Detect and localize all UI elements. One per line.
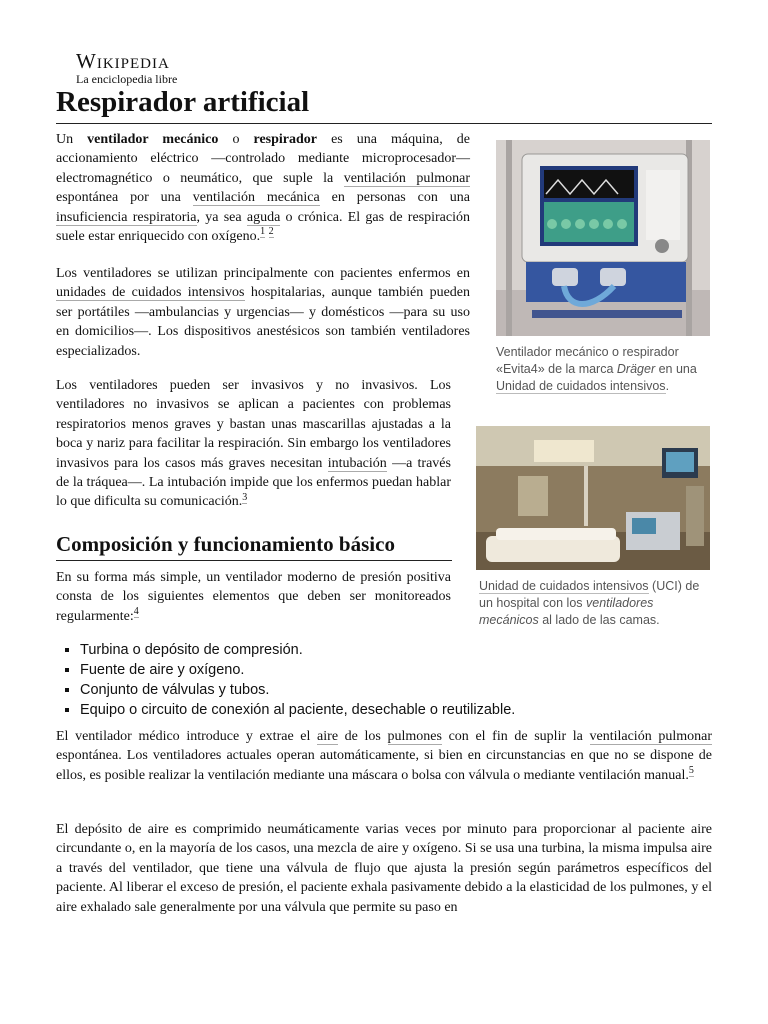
intro-paragraph-3 <box>56 376 451 512</box>
figure-caption <box>476 578 710 629</box>
reference-link[interactable]: 3 <box>242 491 248 503</box>
link-ventilacion-pulmonar[interactable]: ventilación pulmonar <box>343 170 470 186</box>
figure-icu <box>476 426 710 629</box>
logo-tagline: La enciclopedia libre <box>76 72 178 86</box>
figure-caption <box>496 344 710 395</box>
wikipedia-logo[interactable] <box>76 50 177 86</box>
text: En su forma más simple, un ventilador moderno de presión positiva consta de los siguientes elementos que deben ser monitoreados regularmente: <box>56 570 451 624</box>
reference-link[interactable]: 5 <box>688 765 694 777</box>
text: hospitalarias, aunque también pueden ser portátiles —ambulancias y urgencias— y domésticos —para su uso en domicilios—. Los dispositivos anestésicos son también ventiladores especializados. <box>56 285 470 359</box>
section-paragraph-2 <box>56 727 712 785</box>
text: de los <box>338 729 388 744</box>
link-ventilacion-pulmonar[interactable]: ventilación pulmonar <box>589 729 712 744</box>
reference-link[interactable]: 2 <box>268 226 274 238</box>
title-divider <box>56 123 712 124</box>
text: al lado de las camas. <box>538 613 660 627</box>
link-aire[interactable]: aire <box>317 729 339 744</box>
bold-term: respirador <box>253 132 318 147</box>
link-pulmones[interactable]: pulmones <box>387 729 442 744</box>
link-aguda[interactable]: aguda <box>246 209 281 225</box>
link-uci[interactable]: Unidad de cuidados intensivos <box>496 379 666 393</box>
page-title: Respirador artificial <box>56 86 310 118</box>
text: Los ventiladores pueden ser invasivos y no invasivos. Los ventiladores no invasivos se aplican a pacientes con problemas respiratorios menos graves y bastan unas mascarillas ajustadas a la boca y nariz para facilitar la respiración. Sin embargo los ventiladores invasivos para los casos más graves necesitan <box>56 378 451 471</box>
intro-paragraph-1 <box>56 130 470 246</box>
list-item: ▪ Equipo o circuito de conexión al paciente, desechable o reutilizable. <box>80 700 515 720</box>
text: en personas con una <box>319 190 470 206</box>
link-insuficiencia-respiratoria[interactable]: insuficiencia respiratoria <box>56 209 197 225</box>
text: espontánea. Los ventiladores actuales operan automáticamente, si bien en circunstancias en que no se dispone de ellos, es posible realizar la ventilación mediante una máscara o bolsa con válvula o mediante ventilación manual. <box>56 748 712 783</box>
text: (UCI) de un hospital con los <box>479 579 700 610</box>
section-divider <box>56 560 452 561</box>
intro-paragraph-2 <box>56 264 470 361</box>
text: El ventilador médico introduce y extrae el <box>56 729 318 744</box>
component-list <box>60 640 515 720</box>
text: es una máquina, de accionamiento eléctrico —controlado mediante microprocesador— electromagnético o neumático, que suple la <box>56 132 471 186</box>
text: ventiladores mecánicos <box>479 596 654 627</box>
text: con el fin de suplir la <box>441 729 590 744</box>
text: o <box>218 132 254 147</box>
text: Un <box>56 132 88 147</box>
text: o crónica. El gas de respiración suele estar enriquecido con oxígeno. <box>56 209 470 245</box>
text: , ya sea <box>196 209 247 225</box>
text: Ventilador mecánico o respirador «Evita4» de la marca <box>496 345 679 376</box>
section-paragraph-1 <box>56 568 451 626</box>
ventilator-image[interactable] <box>496 140 710 336</box>
list-item: ▪ Turbina o depósito de compresión. <box>80 640 515 660</box>
link-ventilacion-mecanica[interactable]: ventilación mecánica <box>192 190 320 206</box>
text: espontánea por una <box>56 190 193 206</box>
section-heading: Composición y funcionamiento básico <box>56 532 395 556</box>
list-item: ▪ Fuente de aire y oxígeno. <box>80 660 515 680</box>
reference-link[interactable]: 1 <box>260 226 266 238</box>
text: Dräger <box>616 362 656 376</box>
logo-wordmark: Wikipedia <box>76 49 170 73</box>
figure-ventilator <box>496 140 710 395</box>
section-paragraph-3: El depósito de aire es comprimido neumáticamente varias veces por minuto para proporcionar al paciente aire circundante o, en la mayoría de los casos, una mezcla de aire y oxígeno. Si se usa una turbina, la misma impulsa aire a través del ventilador, que tiene una válvula de flujo que ajusta la presión según parámetros específicos del paciente. Al liberar el exceso de presión, el paciente exhala pasivamente debido a la elasticidad de los pulmones, y el aire exhalado sale generalmente por una válvula que permite su paso en <box>56 822 712 915</box>
text: Los ventiladores se utilizan principalmente con pacientes enfermos en <box>56 266 470 281</box>
bold-term: ventilador mecánico <box>87 132 219 147</box>
text: en una <box>655 362 697 376</box>
text: . <box>665 379 670 393</box>
icu-image[interactable] <box>476 426 710 570</box>
link-uci[interactable]: unidades de cuidados intensivos <box>56 285 245 301</box>
text: —a través de la tráquea—. La intubación impide que los enfermos puedan hablar lo que dificulta su comunicación. <box>56 455 451 510</box>
list-item: ▪ Conjunto de válvulas y tubos. <box>80 680 515 700</box>
link-intubacion[interactable]: intubación <box>327 455 387 471</box>
link-uci[interactable]: Unidad de cuidados intensivos <box>479 579 649 593</box>
reference-link[interactable]: 4 <box>133 606 139 618</box>
